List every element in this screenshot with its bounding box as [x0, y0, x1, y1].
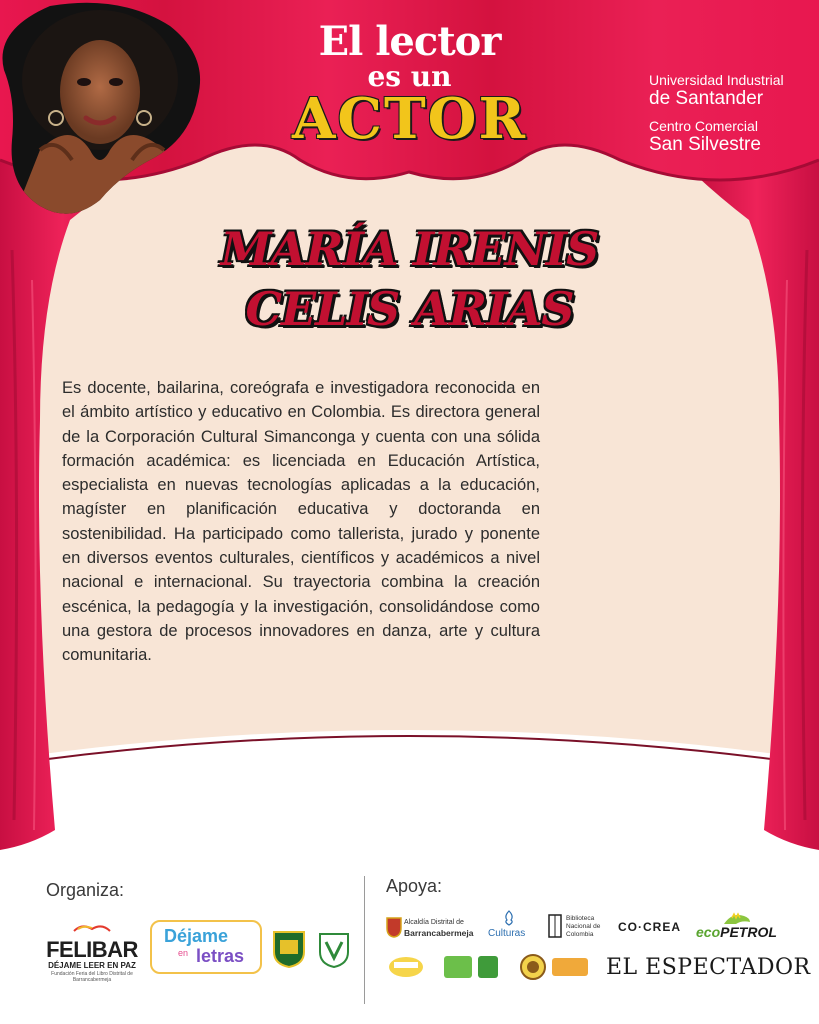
dejame-en-letras-logo: [150, 920, 262, 974]
alcaldia-line2: Barrancabermeja: [404, 927, 474, 938]
dejame-letras-word: letras: [196, 946, 245, 966]
venue-uis: [649, 72, 784, 110]
biblioteca-line2: Nacional de: [566, 922, 601, 930]
felibar-caption: Fundación Feria del Libro Distrital de Barrancabermeja: [51, 971, 133, 983]
gobernacion-santander-badge: [552, 958, 588, 976]
speaker-bio: Es docente, bailarina, coreógrafa e investigadora reconocida en el ámbito artístico y educativo en Colombia. Es directora general de la Corporación Cultural Simanconga y cuenta con una sólida formación académica: es licenciada en Educación Artística, especialista en nuevas tecnologías aplicadas a la educación, magíster en planificación educativa y doctoranda en sostenibilidad. Ha participado como tallerista, jurado y ponente en diversos eventos culturales, científicos y académicos a nivel nacional e internacional. Su trayectoria combina la creación escénica, la pedagogía y la investigación, consolidándose como una gestora de procesos innovadores en danza, arte y cultura comunitaria.: [62, 379, 540, 665]
felibar-logo: [44, 918, 140, 983]
dejame-word: Déjame: [164, 926, 229, 946]
alcaldia-coat-of-arms-icon: [386, 916, 402, 938]
ecopetrol-eco: eco: [696, 924, 721, 940]
event-title-actor: ACTOR: [291, 86, 527, 152]
venue-uis-line2: de Santander: [649, 88, 764, 110]
culturas-flame-icon: [502, 910, 516, 926]
institution-shield-icon: [318, 930, 350, 968]
biblioteca-nacional-logo: [566, 915, 600, 938]
speaker-name-line2: CELIS ARIAS: [245, 282, 574, 336]
venue-mall-line2: San Silvestre: [649, 134, 761, 156]
alcaldia-logo: [404, 919, 473, 940]
felibar-slogan: DÉJAME LEER EN PAZ: [48, 961, 136, 970]
biblioteca-line3: Colombia: [566, 930, 594, 938]
footer-divider: [364, 876, 365, 1004]
biblioteca-building-icon: [548, 914, 562, 938]
event-title-line2: es un: [367, 60, 452, 93]
event-title-line1: El lector: [318, 18, 501, 65]
organiza-label: Organiza:: [46, 880, 125, 900]
venue-mall-line1: Centro Comercial: [649, 118, 758, 134]
partner-badge-2-icon: [444, 956, 472, 978]
partner-seal-icon: [520, 954, 546, 980]
venue-mall: [649, 118, 761, 156]
dejame-en-word: en: [178, 948, 189, 958]
partner-badge-1-icon: [388, 956, 424, 978]
partner-badge-3-icon: [478, 956, 498, 978]
ecopetrol-logo: [696, 924, 777, 940]
culturas-logo: Culturas: [488, 928, 526, 939]
alcaldia-line1: Alcaldía Distrital de: [404, 919, 464, 926]
open-book-icon: [72, 919, 112, 933]
ecopetrol-rest: PETROL: [720, 924, 777, 940]
speaker-name-line1: MARÍA IRENIS: [220, 222, 599, 276]
venue-uis-line1: Universidad Industrial: [649, 72, 784, 88]
portrait-photo: [0, 0, 204, 216]
el-espectador-logo: EL ESPECTADOR: [606, 955, 811, 980]
felibar-name: FELIBAR: [46, 937, 138, 962]
biblioteca-line1: Biblioteca: [566, 915, 595, 922]
apoya-label: Apoya:: [386, 876, 443, 896]
cocrea-logo: CO·CREA: [618, 920, 681, 934]
school-shield-icon: [272, 930, 306, 968]
